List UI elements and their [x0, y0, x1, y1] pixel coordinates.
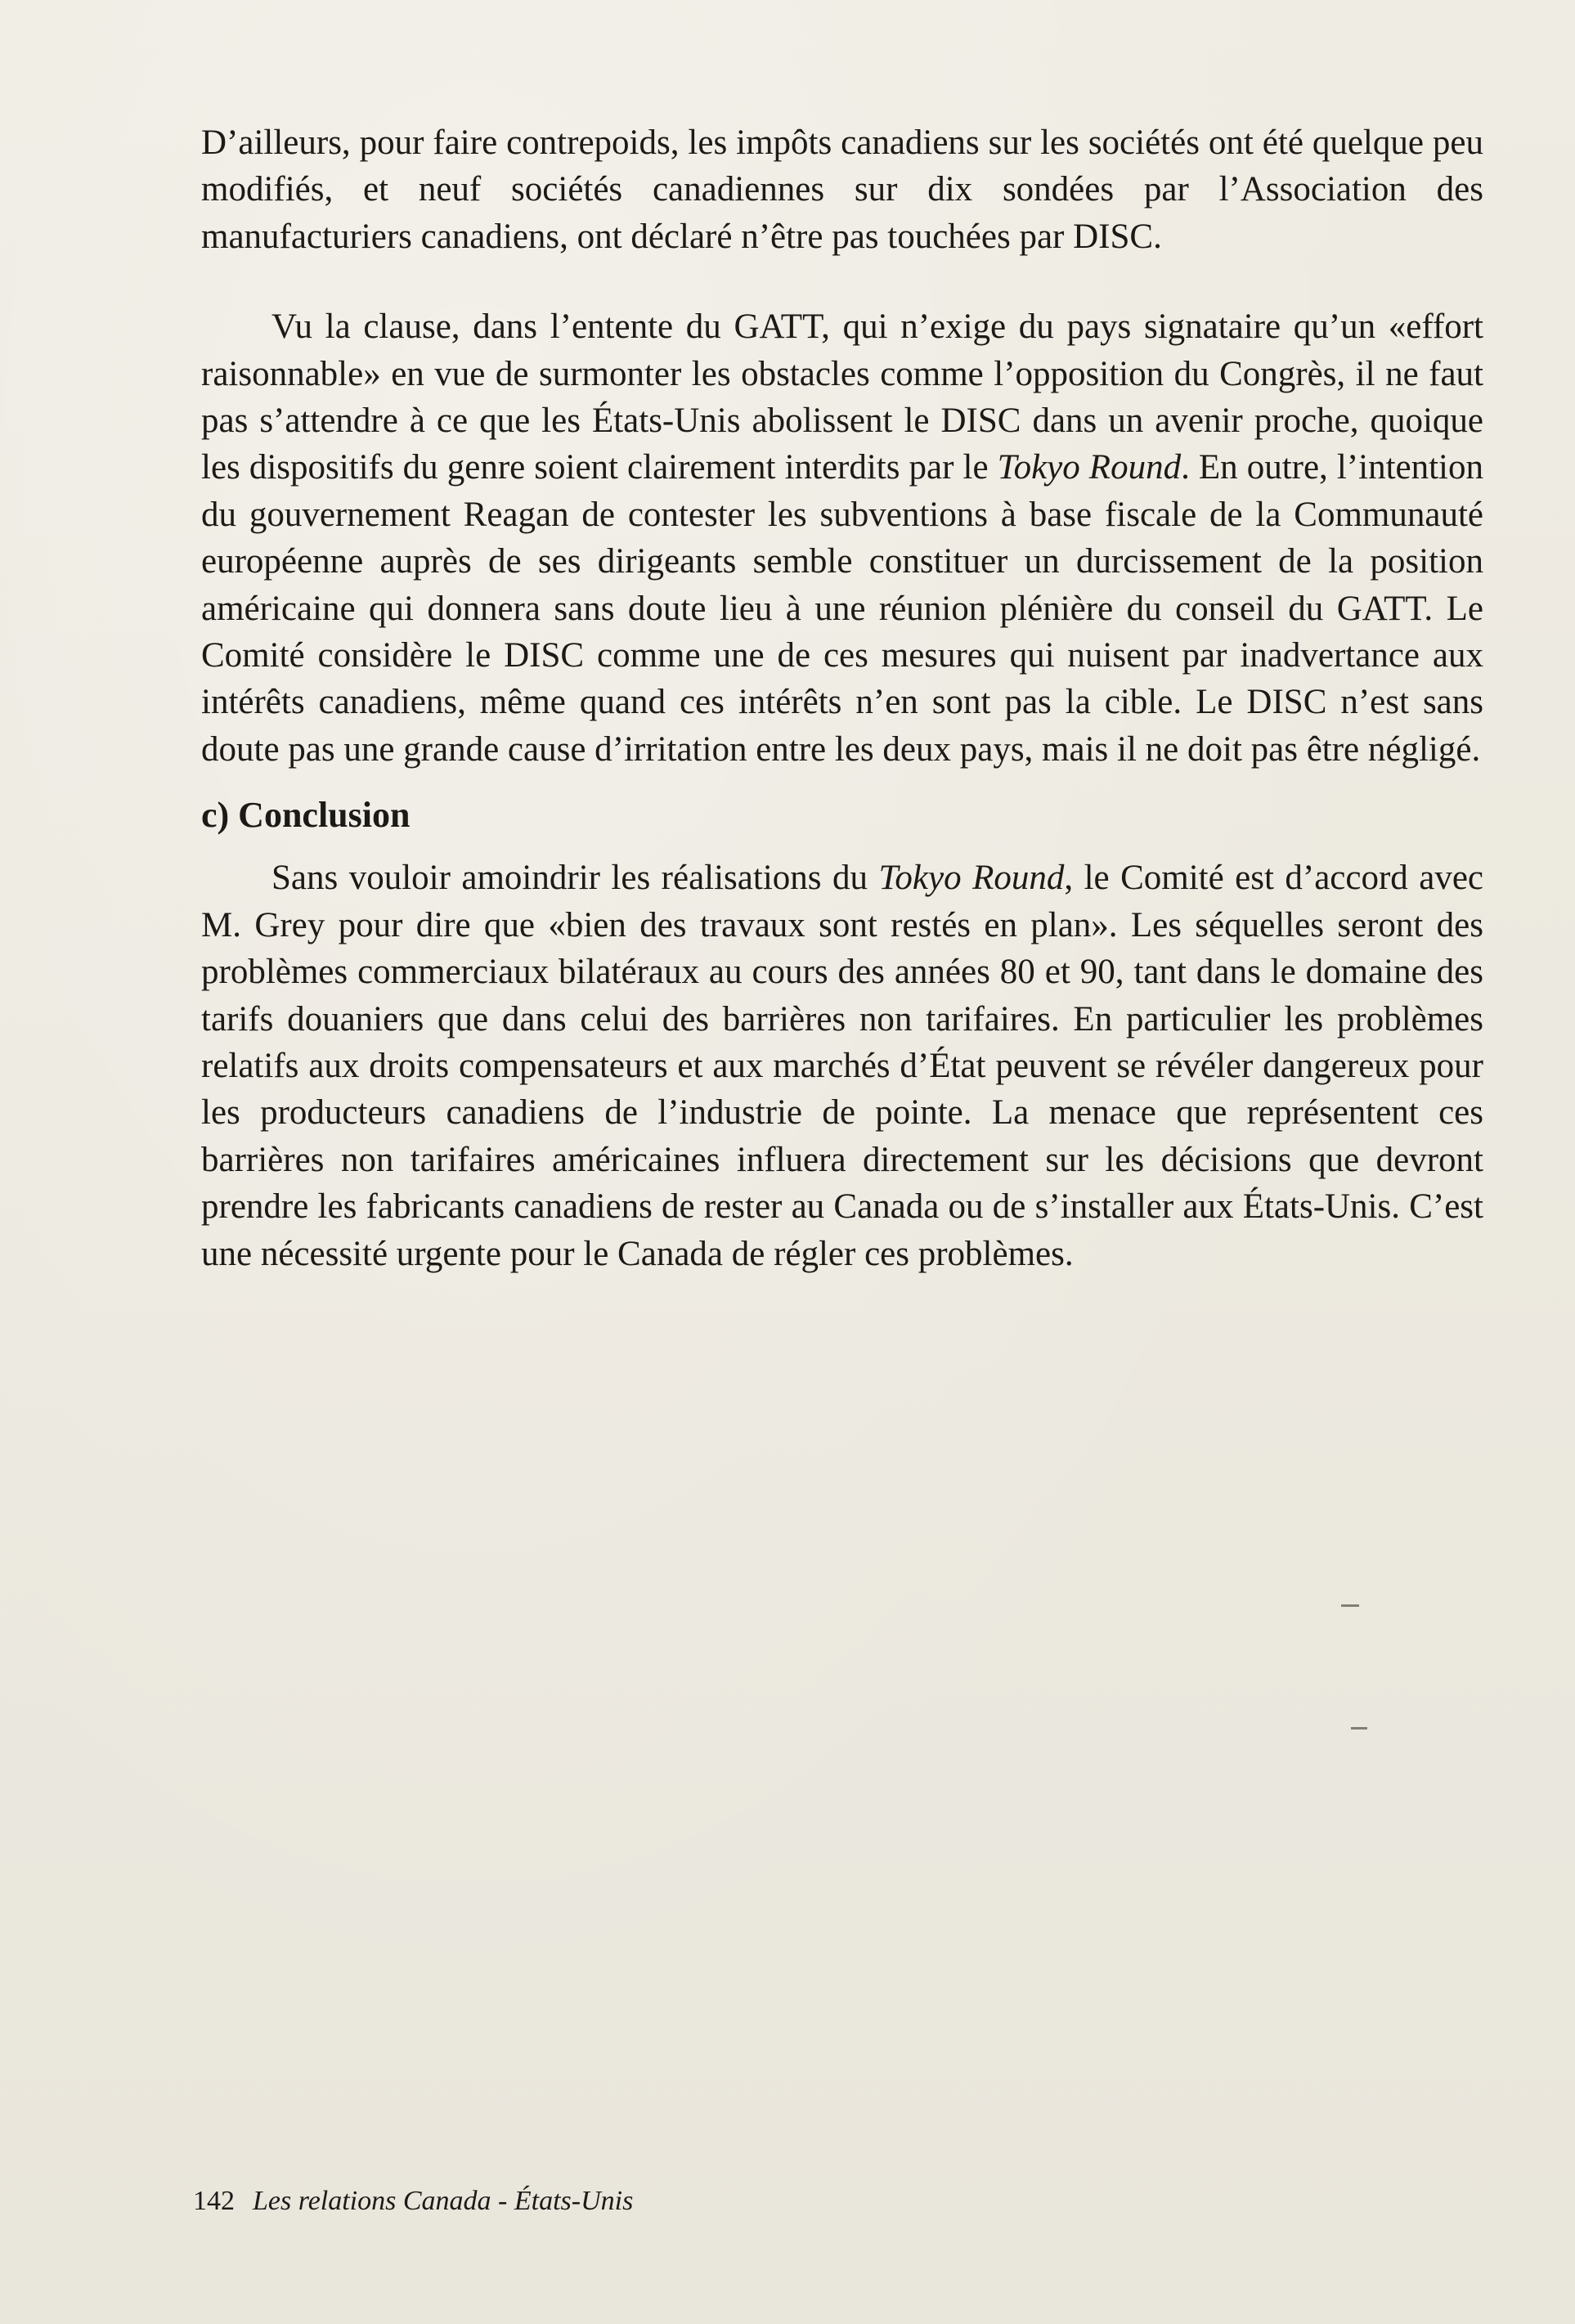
section-heading: c) Conclusion — [201, 795, 411, 836]
paragraph-2-text-after: . En outre, l’intention du gouvernement Reagan de contester les subventions à base fiscale de la Communauté européenne auprès de ses dirigeants semble constituer un durcissement de la position américaine qui donnera sans doute lieu à une réunion plénière du conseil du GATT. Le Comité considère le DISC comme une de ces mesures qui nuisent par inadvertance aux intérêts canadiens, même quand ces intérêts n’en sont pas la cible. Le DISC n’est sans doute pas une grande cause d’irritation entre les deux pays, mais il ne doit pas être négligé. — [201, 448, 1484, 769]
stray-mark-1 — [1341, 1604, 1359, 1607]
paragraph-2-text-before: Vu la clause, dans l’entente du GATT, qui n’exige du pays signataire qu’un «effort raisonnable» en vue de surmonter les obstacles comme l’opposition du Congrès, il ne faut pas s’attendre à ce que les États-Unis abolissent le DISC dans un avenir proche, quoique les dispositifs du genre soient clairement interdits par le — [201, 307, 1483, 487]
paragraph-1: D’ailleurs, pour faire contrepoids, les impôts canadiens sur les sociétés ont été quelque peu modifiés, et neuf sociétés canadiennes sur dix sondées par l’Association des manufacturiers canadiens, ont déclaré n’être pas touchées par DISC. — [201, 123, 1483, 256]
paragraph-3 — [201, 855, 1483, 1277]
paragraph-2 — [201, 303, 1483, 773]
body-text — [201, 119, 1483, 1277]
page-footer — [193, 2185, 633, 2218]
paragraph-3-italic-title: Tokyo Round — [878, 859, 1065, 898]
paragraph-3-text-before: Sans vouloir amoindrir les réalisations du — [271, 859, 879, 898]
paragraph-3-text-after: , le Comité est d’accord avec M. Grey pour dire que «bien des travaux sont restés en plan». Les séquelles seront des problèmes commerciaux bilatéraux au cours des années 80 et 90, tant dans le domaine des tarifs douaniers que dans celui des barrières non tarifaires. En particulier les problèmes relatifs aux droits compensateurs et aux marchés d’État peuvent se révéler dangereux pour les producteurs canadiens de l’industrie de pointe. La menace que représentent ces barrières non tarifaires américaines influera directement sur les décisions que devront prendre les fabricants canadiens de rester au Canada ou de s’installer aux États-Unis. C’est une nécessité urgente pour le Canada de régler ces problèmes. — [201, 859, 1484, 1273]
stray-mark-2 — [1351, 1727, 1367, 1730]
running-head: Les relations Canada - États-Unis — [253, 2186, 634, 2216]
page-number: 142 — [193, 2186, 235, 2216]
paragraph-2-italic-title: Tokyo Round — [997, 448, 1182, 487]
